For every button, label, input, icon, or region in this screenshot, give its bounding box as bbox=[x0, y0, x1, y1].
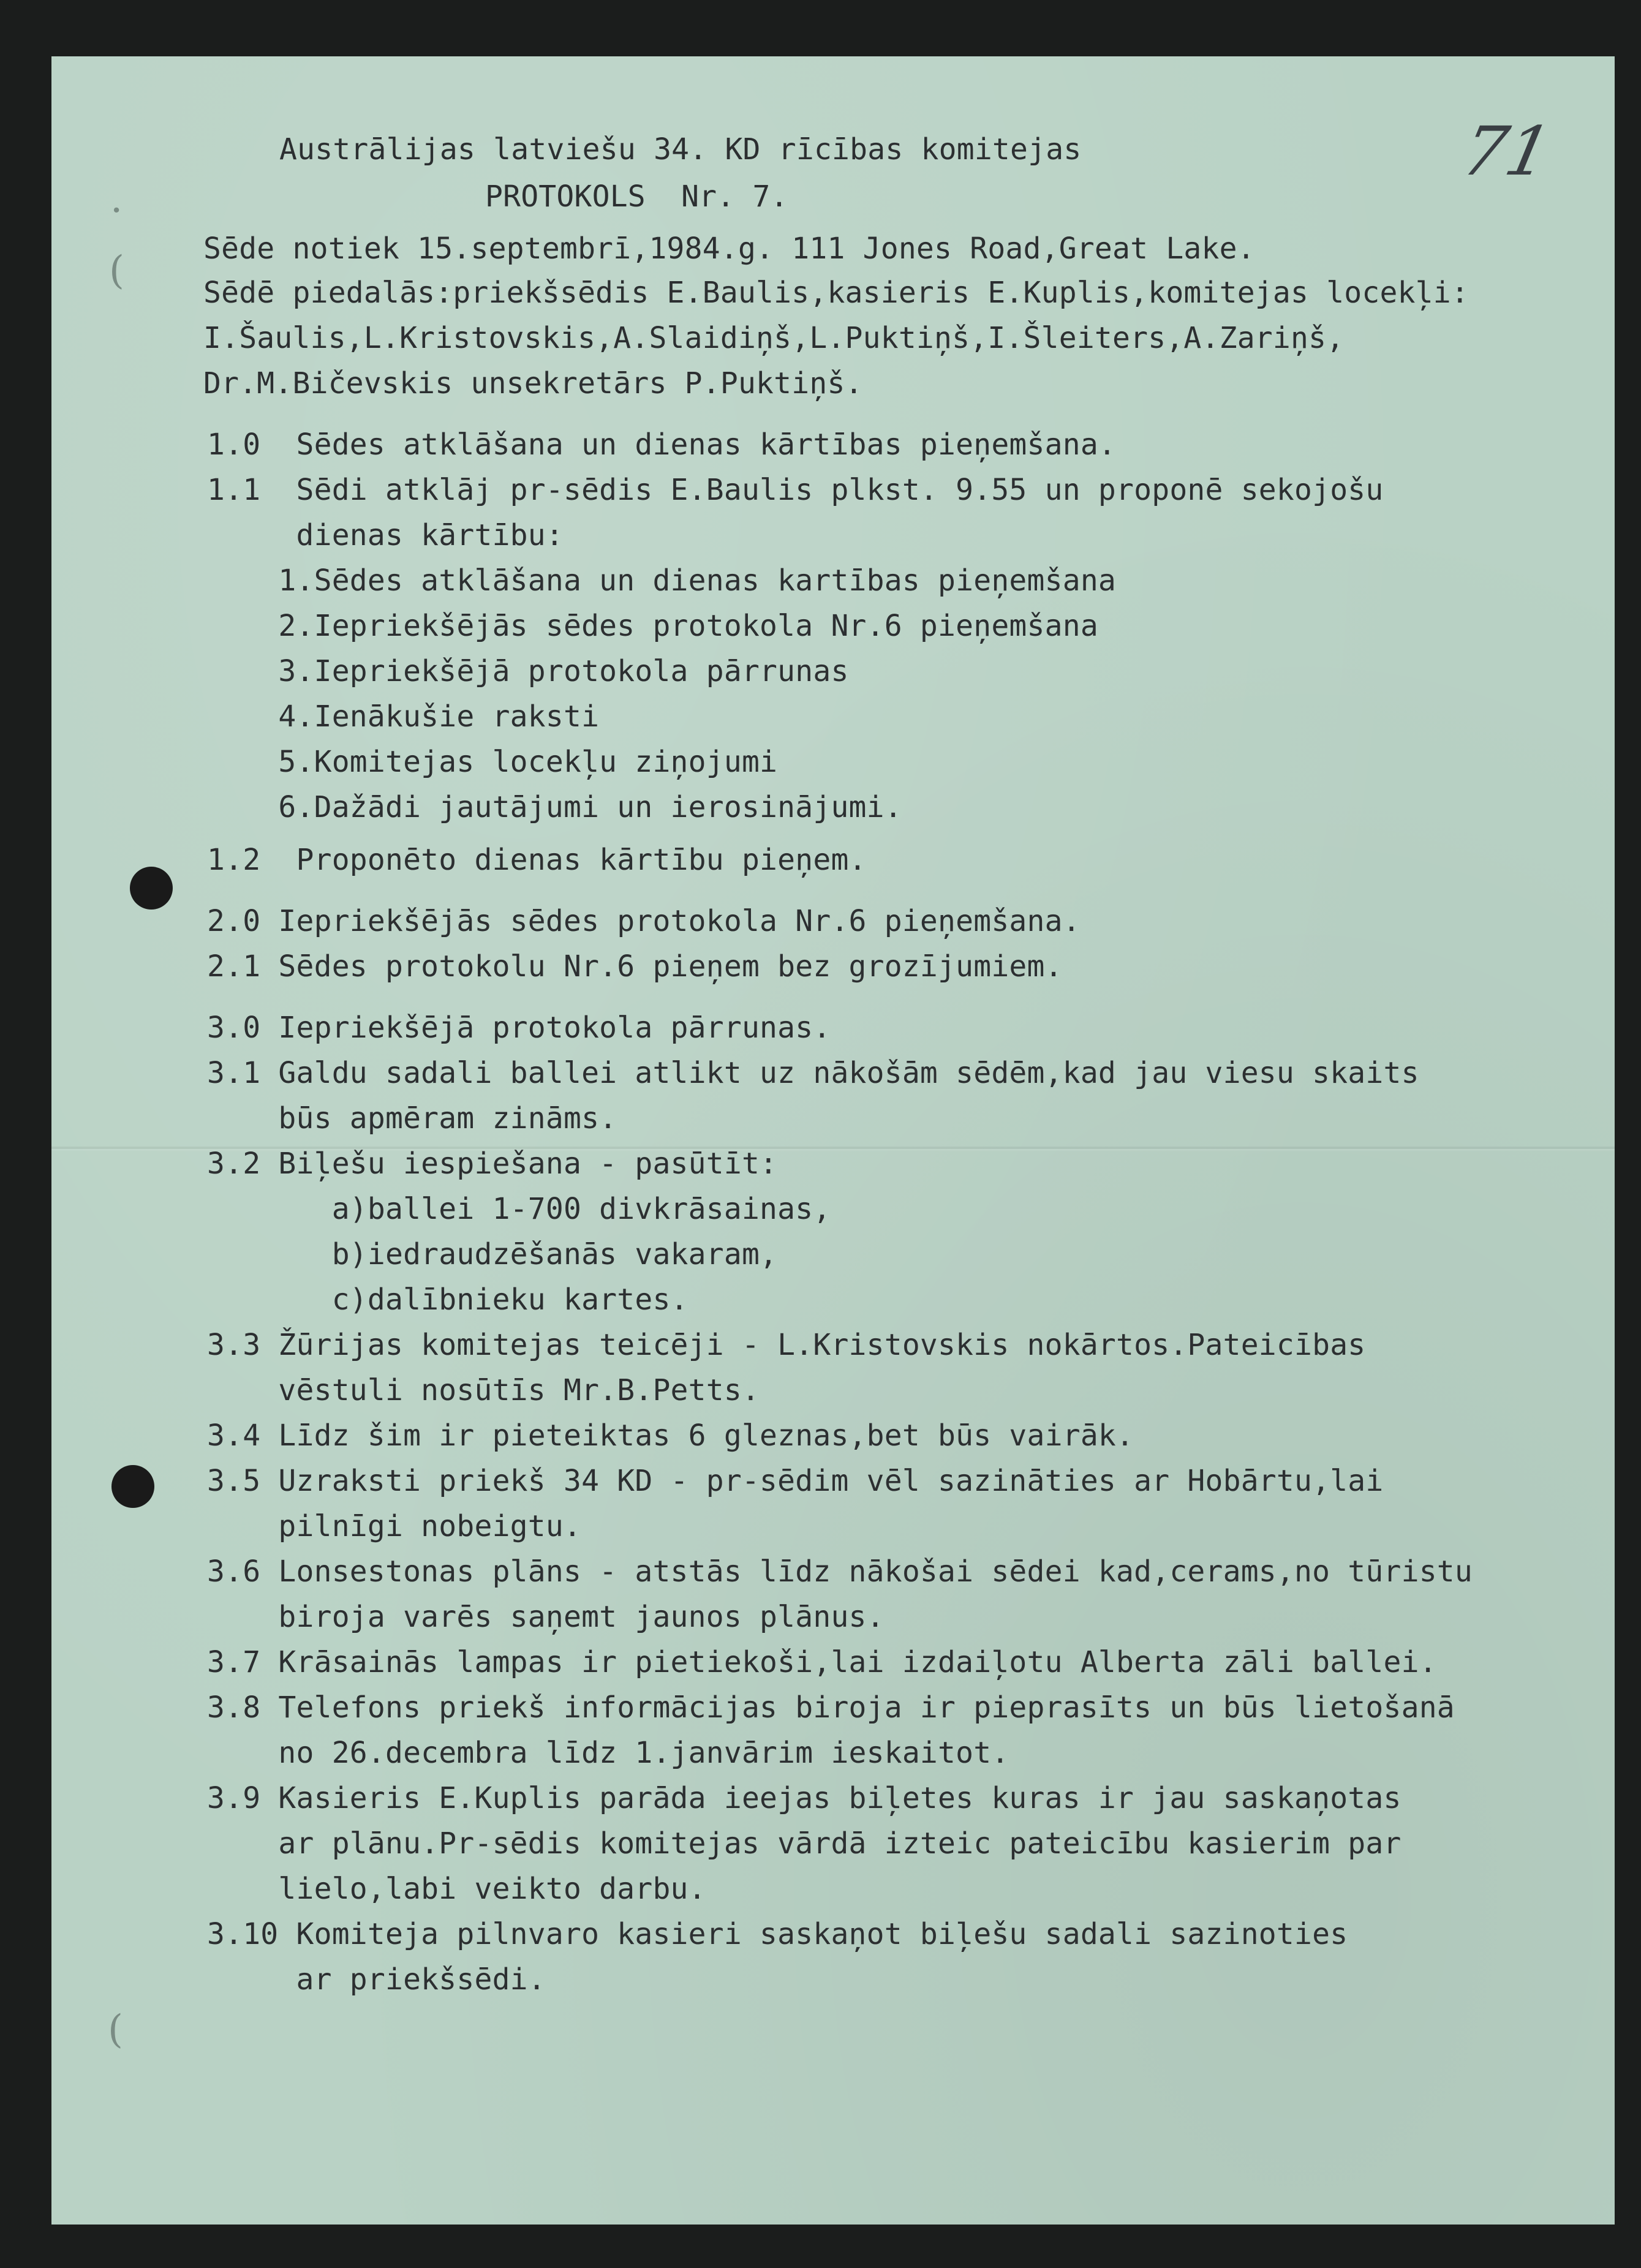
item-line: 3.8 Telefons priekš informācijas biroja ir pieprasīts un būs lietošanā bbox=[207, 1690, 1455, 1725]
agenda-item: 4.Ienākušie raksti bbox=[207, 699, 600, 734]
item-line: biroja varēs saņemt jaunos plānus. bbox=[207, 1600, 885, 1634]
item-line: pilnīgi nobeigtu. bbox=[207, 1509, 582, 1543]
margin-mark: ( bbox=[109, 248, 124, 293]
margin-mark: · bbox=[110, 188, 123, 233]
item-line: 3.3 Žūrijas komitejas teicēji - L.Kristovskis nokārtos.Pateicības bbox=[207, 1328, 1366, 1362]
item-line: 3.6 Lonsestonas plāns - atstās līdz nākošai sēdei kad,cerams,no tūristu bbox=[207, 1554, 1473, 1589]
item-line: ar plānu.Pr-sēdis komitejas vārdā izteic pateicību kasierim par bbox=[207, 1826, 1401, 1861]
agenda-item: 1.Sēdes atklāšana un dienas kartības pieņemšana bbox=[207, 563, 1117, 598]
sub-item: a)ballei 1-700 divkrāsainas, bbox=[207, 1192, 831, 1226]
intro-line: Sēde notiek 15.septembrī,1984.g. 111 Jones Road,Great Lake. bbox=[203, 232, 1255, 266]
item-line: 3.4 Līdz šim ir pieteiktas 6 gleznas,bet būs vairāk. bbox=[207, 1418, 1134, 1453]
sub-item: b)iedraudzēšanās vakaram, bbox=[207, 1237, 778, 1272]
item-line: 3.5 Uzraksti priekš 34 KD - pr-sēdim vēl sazināties ar Hobārtu,lai bbox=[207, 1464, 1384, 1498]
margin-mark: ( bbox=[108, 2007, 123, 2052]
item-line: 1.2 Proponēto dienas kārtību pieņem. bbox=[207, 843, 867, 877]
item-line: 3.7 Krāsainās lampas ir pietiekoši,lai izdaiļotu Alberta zāli ballei. bbox=[207, 1645, 1437, 1679]
item-line: būs apmēram zināms. bbox=[207, 1101, 617, 1136]
header-title: Austrālijas latviešu 34. KD rīcības komitejas bbox=[279, 132, 1082, 167]
agenda-item: 2.Iepriekšējās sēdes protokola Nr.6 pieņemšana bbox=[207, 609, 1098, 643]
item-line: 3.1 Galdu sadali ballei atlikt uz nākošām sēdēm,kad jau viesu skaits bbox=[207, 1056, 1419, 1090]
document-page bbox=[51, 56, 1615, 2225]
agenda-item: 6.Dažādi jautājumi un ierosinājumi. bbox=[207, 790, 902, 824]
intro-line: Dr.M.Bičevskis unsekretārs P.Puktiņš. bbox=[203, 366, 863, 401]
item-line: 1.1 Sēdi atklāj pr-sēdis E.Baulis plkst. 9.55 un proponē sekojošu bbox=[207, 473, 1384, 507]
item-line: 2.0 Iepriekšējās sēdes protokola Nr.6 pieņemšana. bbox=[207, 904, 1081, 938]
item-line: 3.0 Iepriekšējā protokola pārrunas. bbox=[207, 1011, 831, 1045]
agenda-item: 3.Iepriekšējā protokola pārrunas bbox=[207, 654, 849, 688]
agenda-item: 5.Komitejas locekļu ziņojumi bbox=[207, 745, 778, 779]
item-line: 2.1 Sēdes protokolu Nr.6 pieņem bez grozījumiem. bbox=[207, 949, 1063, 984]
intro-line: I.Šaulis,L.Kristovskis,A.Slaidiņš,L.Puktiņš,I.Šleiters,A.Zariņš, bbox=[203, 321, 1345, 355]
sub-item: c)dalībnieku kartes. bbox=[207, 1283, 688, 1317]
item-line: dienas kārtību: bbox=[207, 518, 564, 552]
punch-hole-lower bbox=[111, 1465, 154, 1508]
item-line: 3.2 Biļešu iespiešana - pasūtīt: bbox=[207, 1147, 778, 1181]
item-line: no 26.decembra līdz 1.janvārim ieskaitot. bbox=[207, 1736, 1009, 1770]
item-line: 1.0 Sēdes atklāšana un dienas kārtības pieņemšana. bbox=[207, 428, 1117, 462]
item-line: ar priekšsēdi. bbox=[207, 1962, 546, 1997]
intro-line: Sēdē piedalās:priekšsēdis E.Baulis,kasieris E.Kuplis,komitejas locekļi: bbox=[203, 276, 1469, 310]
item-line: 3.10 Komiteja pilnvaro kasieri saskaņot biļešu sadali sazinoties bbox=[207, 1917, 1348, 1951]
item-line: vēstuli nosūtīs Mr.B.Petts. bbox=[207, 1373, 760, 1407]
header-protocol-number: PROTOKOLS Nr. 7. bbox=[485, 179, 788, 214]
punch-hole-upper bbox=[130, 867, 173, 910]
item-line: lielo,labi veikto darbu. bbox=[207, 1872, 706, 1906]
page-number: 71 bbox=[1455, 112, 1558, 190]
item-line: 3.9 Kasieris E.Kuplis parāda ieejas biļetes kuras ir jau saskaņotas bbox=[207, 1781, 1401, 1815]
